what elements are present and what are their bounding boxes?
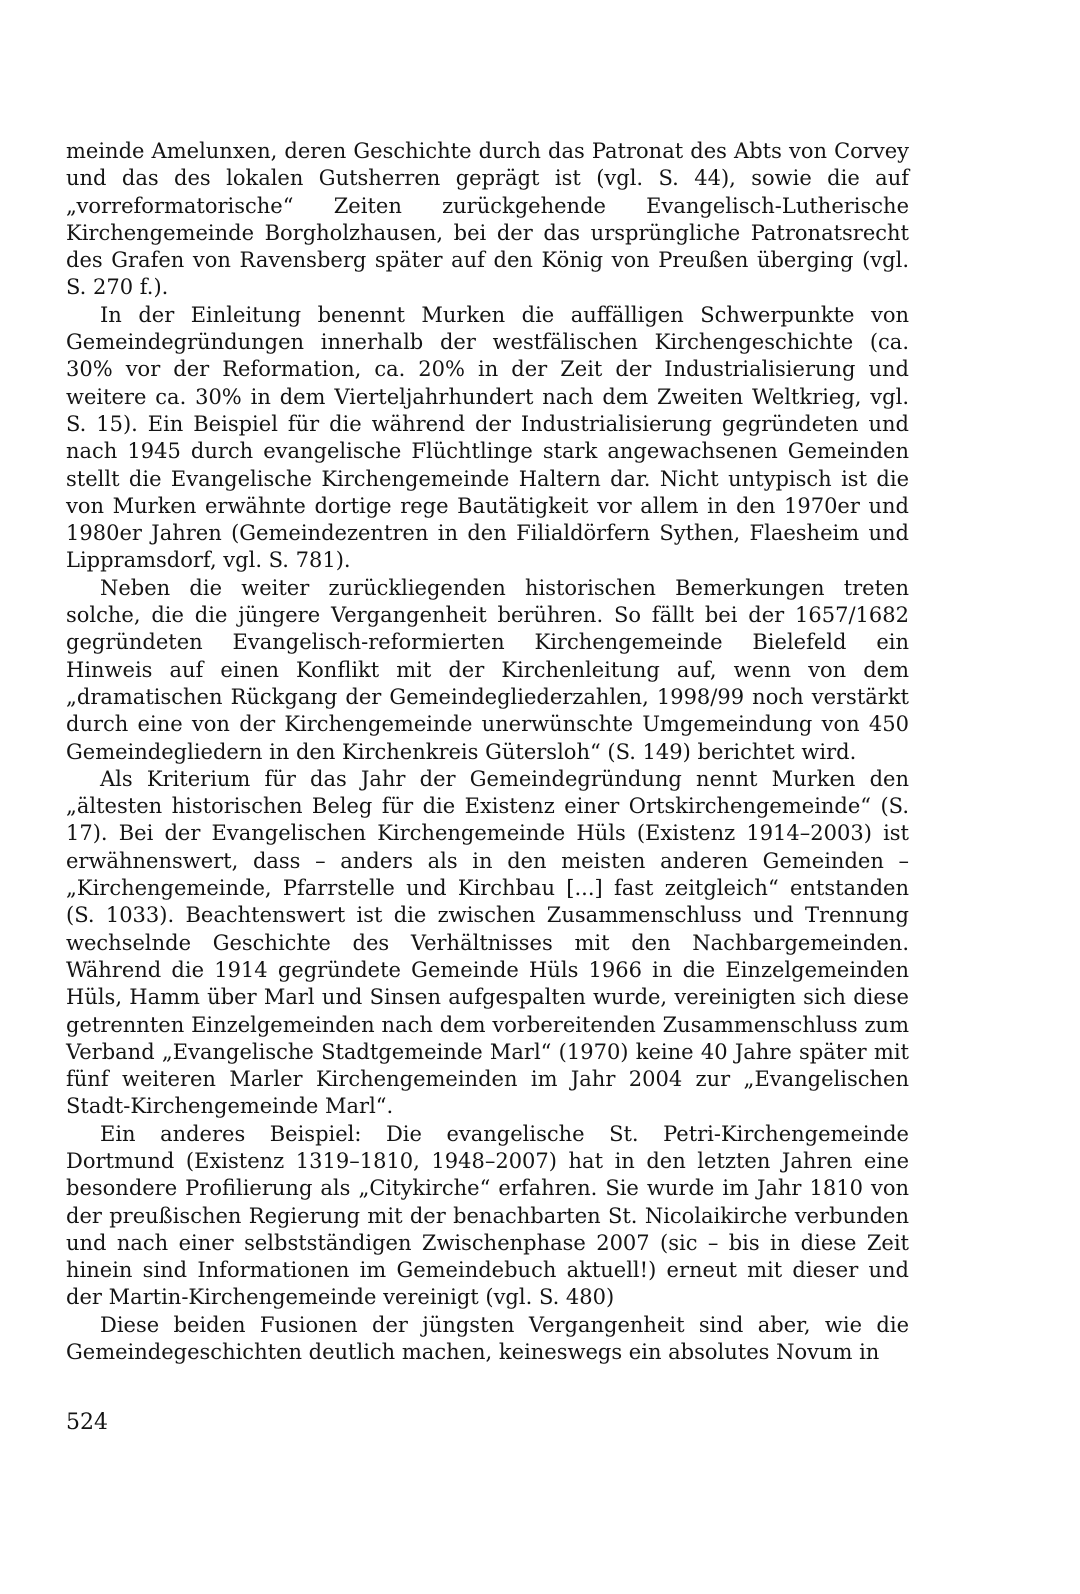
paragraph-1: meinde Amelunxen, deren Geschichte durch das Patronat des Abts von Corvey und das des lokalen Gutsherren geprägt ist (vgl. S. 44), sowie die auf „vorreformatorische“ Zeiten zurückgehende Evangelisch-Lutherische Kirchengemeinde Borgholzhausen, bei der das ursprüngliche Patronatsrecht des Grafen von Ravensberg später auf den König von Preußen überging (vgl. S. 270 f.). [66,139,909,300]
paragraph-6: Diese beiden Fusionen der jüngsten Vergangenheit sind aber, wie die Gemeindegeschichten deutlich machen, keineswegs ein absolutes Novum in [66,1312,909,1365]
page-number: 524 [66,1410,108,1435]
paragraph-5: Ein anderes Beispiel: Die evangelische St. Petri-Kirchengemeinde Dortmund (Existenz 1319–1810, 1948–2007) hat in den letzten Jahren eine besondere Profilierung als „Citykirche“ erfahren. Sie wurde im Jahr 1810 von der preußischen Regierung mit der benachbarten St. Nicolaikirche verbunden und nach einer selbstständigen Zwischenphase 2007 (sic – bis in diese Zeit hinein sind Informationen im Gemeindebuch aktuell!) erneut mit dieser und der Martin-Kirchengemeinde vereinigt (vgl. S. 480) [66,1121,909,1310]
paragraph-2: In der Einleitung benennt Murken die auffälligen Schwerpunkte von Gemeindegründungen innerhalb der westfälischen Kirchengeschichte (ca. 30% vor der Reformation, ca. 20% in der Zeit der Industrialisierung und weitere ca. 30% in dem Vierteljahrhundert nach dem Zweiten Weltkrieg, vgl. S. 15). Ein Beispiel für die während der Industrialisierung gegründeten und nach 1945 durch evangelische Flüchtlinge stark angewachsenen Gemeinden stellt die Evangelische Kirchengemeinde Haltern dar. Nicht untypisch ist die von Murken erwähnte dortige rege Bautätigkeit vor allem in den 1970er und 1980er Jahren (Gemeindezentren in den Filialdörfern Sythen, Flaesheim und Lippramsdorf, vgl. S. 781). [66,302,909,573]
paragraph-3: Neben die weiter zurückliegenden historischen Bemerkungen treten solche, die die jüngere Vergangenheit berühren. So fällt bei der 1657/1682 gegründeten Evangelisch-reformierten Kirchengemeinde Bielefeld ein Hinweis auf einen Konflikt mit der Kirchenleitung auf, wenn von dem „dramatischen Rückgang der Gemeindegliederzahlen, 1998/99 noch verstärkt durch eine von der Kirchengemeinde unerwünschte Umgemeindung von 450 Gemeindegliedern in den Kirchenkreis Gütersloh“ (S. 149) berichtet wird. [66,575,909,764]
body-text [66,138,909,1366]
paragraph-4: Als Kriterium für das Jahr der Gemeindegründung nennt Murken den „ältesten historischen Beleg für die Existenz einer Ortskirchengemeinde“ (S. 17). Bei der Evangelischen Kirchengemeinde Hüls (Existenz 1914–2003) ist erwähnenswert, dass – anders als in den meisten anderen Gemeinden – „Kirchengemeinde, Pfarrstelle und Kirchbau [...] fast zeitgleich“ entstanden (S. 1033). Beachtenswert ist die zwischen Zusammenschluss und Trennung wechselnde Geschichte des Verhältnisses mit den Nachbargemeinden. Während die 1914 gegründete Gemeinde Hüls 1966 in die Einzelgemeinden Hüls, Hamm über Marl und Sinsen aufgespalten wurde, vereinigten sich diese getrennten Einzelgemeinden nach dem vorbereitenden Zusammenschluss zum Verband „Evangelische Stadtgemeinde Marl“ (1970) keine 40 Jahre später mit fünf weiteren Marler Kirchengemeinden im Jahr 2004 zur „Evangelischen Stadt-Kirchengemeinde Marl“. [66,766,909,1119]
